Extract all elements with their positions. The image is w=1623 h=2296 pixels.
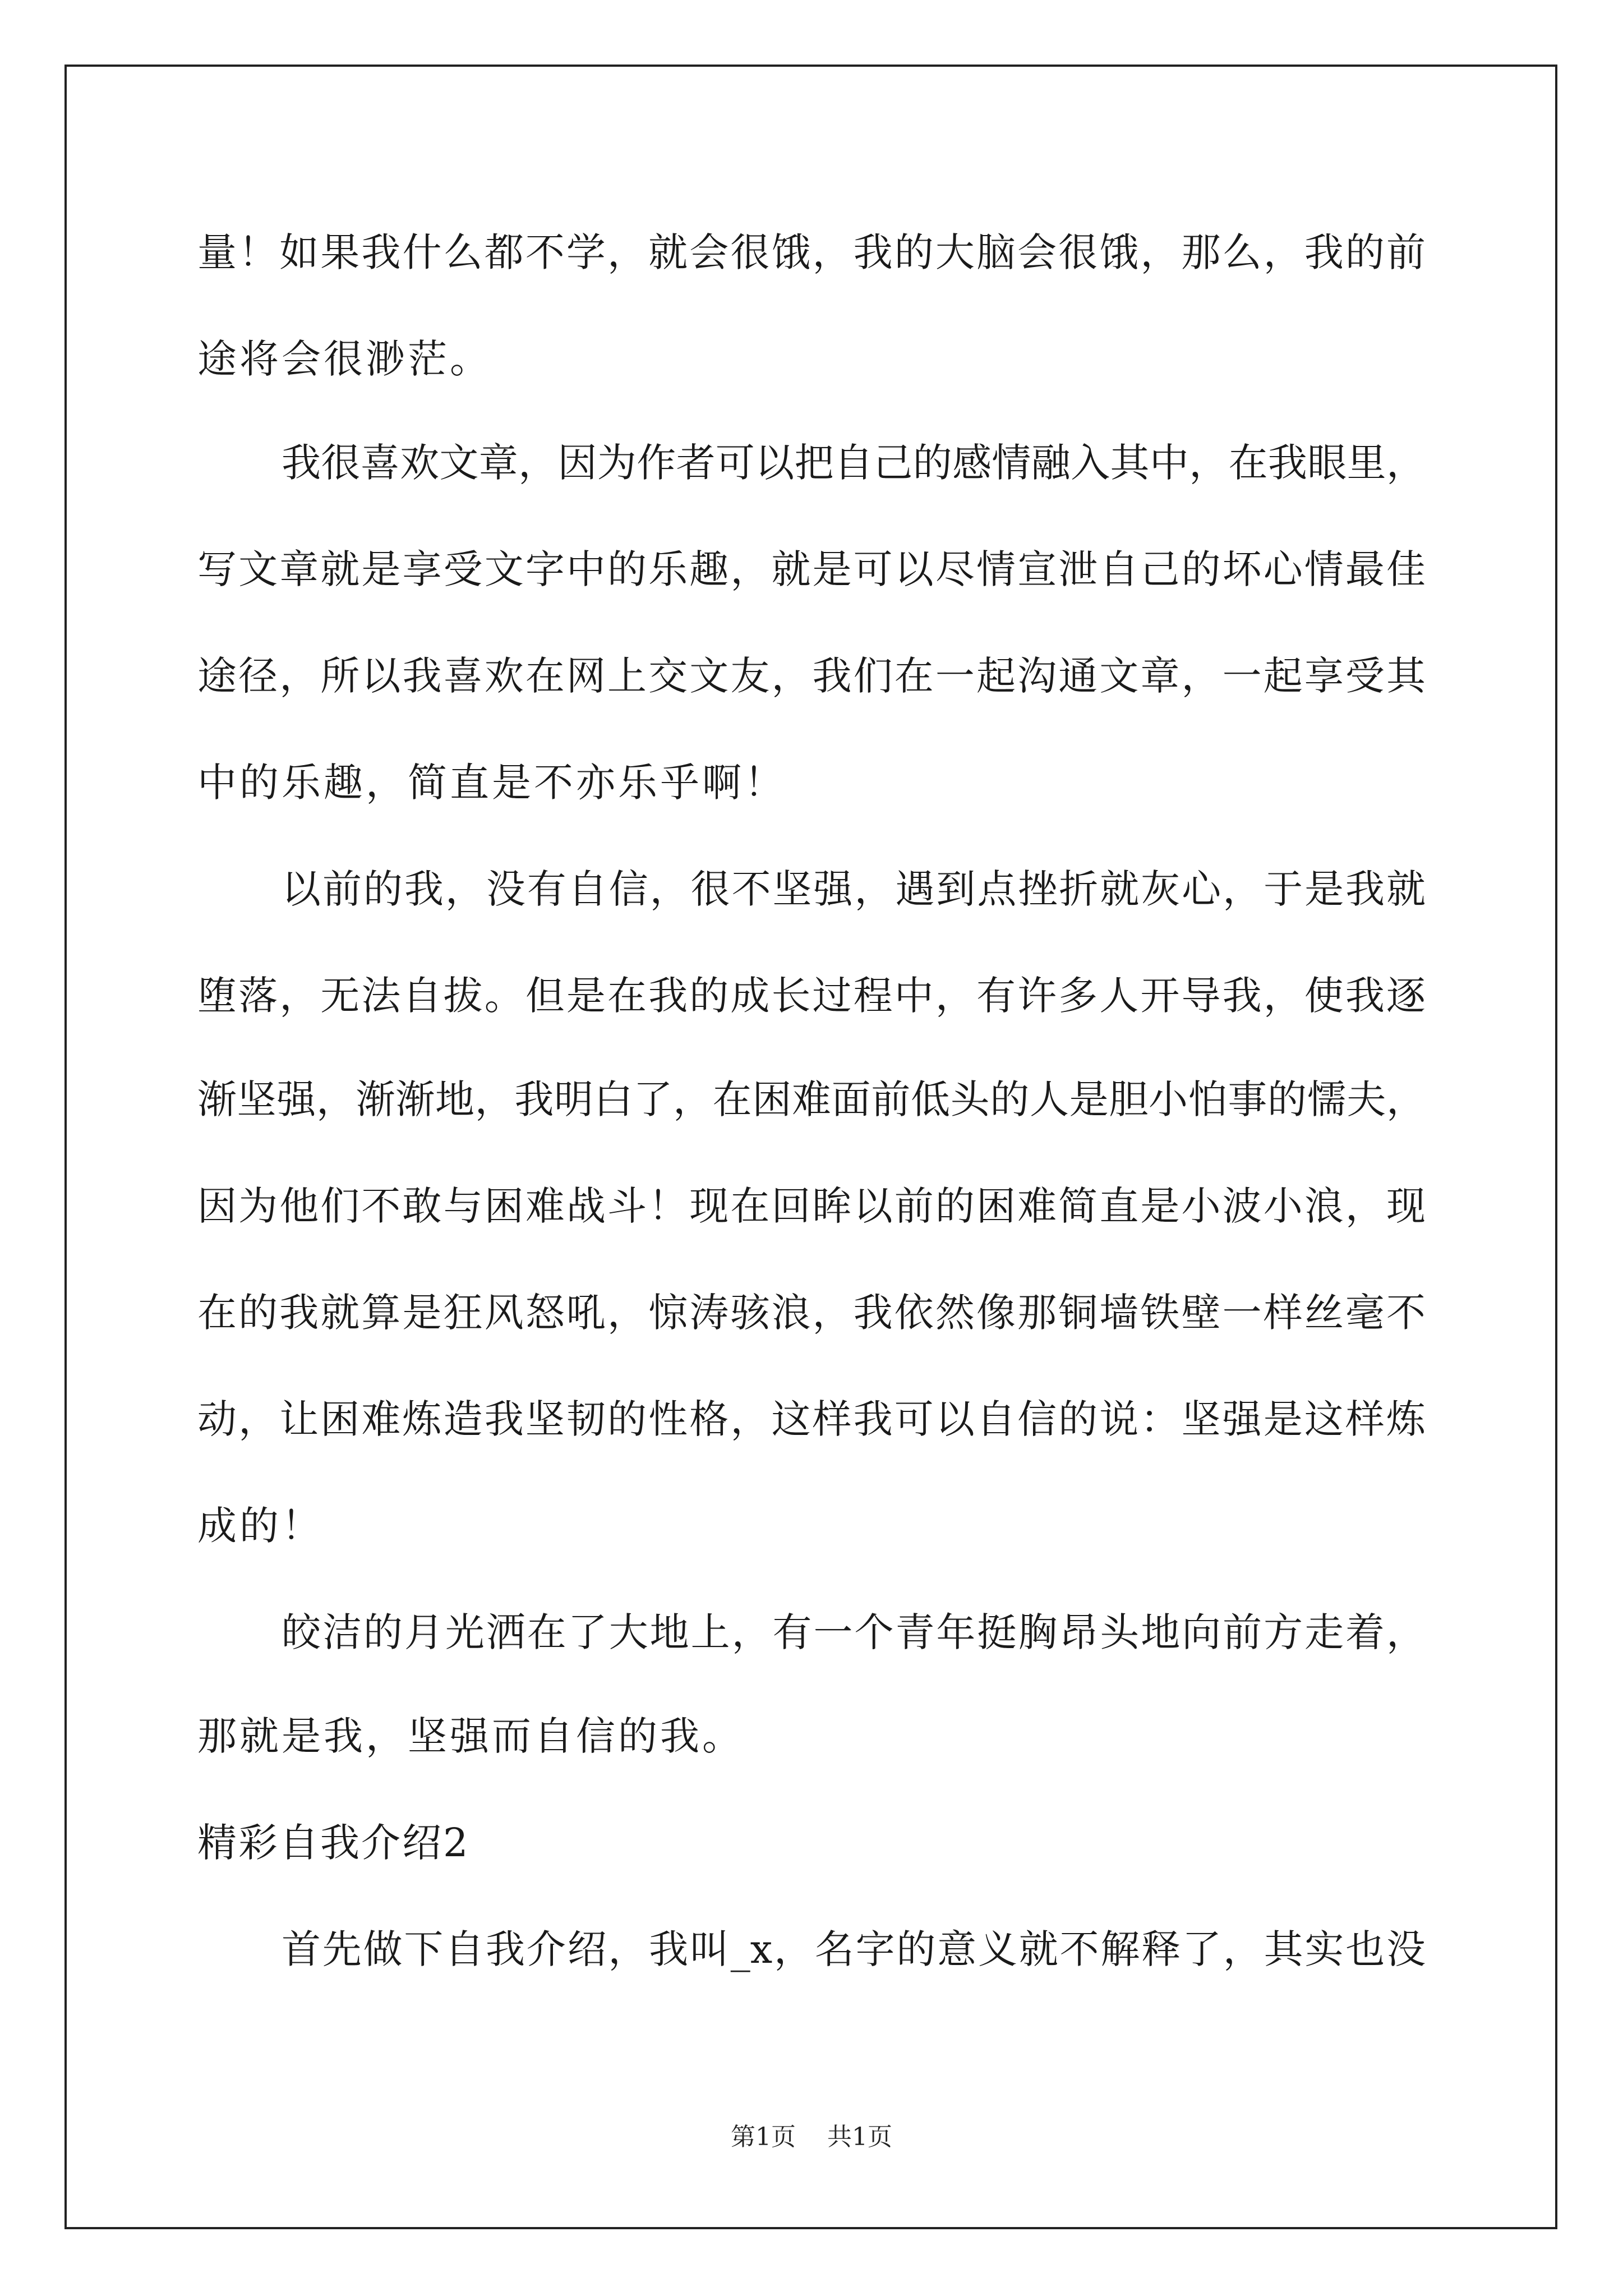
text-line: 动，让困难炼造我坚韧的性格，这样我可以自信的说：坚强是这样炼 xyxy=(197,1396,1426,1442)
text-line: 写文章就是享受文字中的乐趣，就是可以尽情宣泄自己的坏心情最佳 xyxy=(197,546,1426,592)
text-line: 以前的我，没有自信，很不坚强，遇到点挫折就灰心，于是我就 xyxy=(282,866,1426,912)
text-line: 成的！ xyxy=(197,1503,324,1549)
page-frame xyxy=(64,65,1557,2229)
text-line: 量！如果我什么都不学，就会很饿，我的大脑会很饿，那么，我的前 xyxy=(197,229,1426,275)
page-total: 共1页 xyxy=(827,2123,892,2151)
section-heading: 精彩自我介绍2 xyxy=(197,1820,470,1866)
text-line: 我很喜欢文章，因为作者可以把自己的感情融入其中，在我眼里， xyxy=(282,440,1426,486)
text-line: 因为他们不敢与困难战斗！现在回眸以前的困难简直是小波小浪，现 xyxy=(197,1183,1426,1229)
page-number: 第1页 xyxy=(731,2123,796,2151)
text-line: 途径，所以我喜欢在网上交文友，我们在一起沟通文章，一起享受其 xyxy=(197,653,1426,699)
page-footer xyxy=(0,2120,1623,2154)
text-line: 渐坚强，渐渐地，我明白了，在困难面前低头的人是胆小怕事的懦夫， xyxy=(197,1076,1426,1122)
text-line: 中的乐趣，简直是不亦乐乎啊！ xyxy=(197,760,786,806)
text-line: 那就是我，坚强而自信的我。 xyxy=(197,1713,744,1759)
text-line: 在的我就算是狂风怒吼，惊涛骇浪，我依然像那铜墙铁壁一样丝毫不 xyxy=(197,1290,1426,1336)
text-line: 首先做下自我介绍，我叫_x，名字的意义就不解释了，其实也没 xyxy=(282,1926,1426,1972)
text-line: 途将会很渺茫。 xyxy=(197,336,492,382)
text-line: 堕落，无法自拔。但是在我的成长过程中，有许多人开导我，使我逐 xyxy=(197,973,1426,1019)
text-line: 皎洁的月光洒在了大地上，有一个青年挺胸昂头地向前方走着， xyxy=(282,1609,1426,1655)
